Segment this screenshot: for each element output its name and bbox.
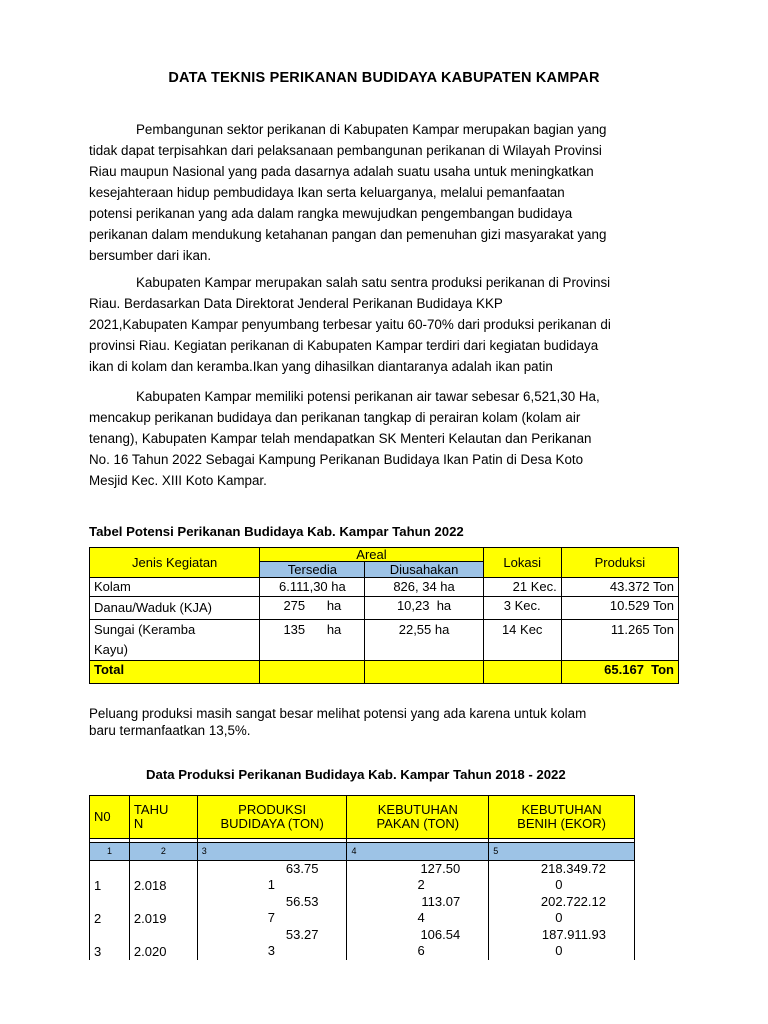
- cell-jenis-line2: Kayu): [94, 642, 128, 657]
- cell-produksi: 10.529 Ton: [561, 597, 678, 620]
- cell-benih: [489, 894, 635, 927]
- total-row: [90, 661, 679, 684]
- cell-jenis: Kolam: [90, 578, 260, 597]
- cell-tersedia: 275 ha: [260, 597, 365, 620]
- table-row: [90, 927, 635, 960]
- header-pakan: [347, 796, 489, 839]
- text-line: 2021,Kabupaten Kampar penyumbang terbesar yaitu 60-70% dari produksi perikanan di: [89, 317, 611, 332]
- cell-value-part2: 0: [555, 910, 563, 925]
- header-produksi-line2: BUDIDAYA (TON): [220, 816, 324, 831]
- text-line: baru termanfaatkan 13,5%.: [89, 723, 251, 738]
- header-tahun-line2: N: [133, 816, 144, 831]
- cell-value-part2: 7: [267, 910, 276, 925]
- cell-pakan: [347, 861, 489, 895]
- text-line: perikanan dalam mendukung ketahanan pangan dan pemenuhan gizi masyarakat yang: [89, 227, 607, 242]
- text-line: mencakup perikanan budidaya dan perikanan tangkap di perairan kolam (kolam air: [89, 410, 581, 425]
- text-line: Mesjid Kec. XIII Koto Kampar.: [89, 473, 267, 488]
- header-tahun-line1: TAHU: [133, 802, 169, 817]
- cell-lokasi: 21 Kec.: [483, 578, 561, 597]
- header-areal: Areal: [260, 548, 483, 562]
- text-line: No. 16 Tahun 2022 Sebagai Kampung Perikanan Budidaya Ikan Patin di Desa Koto: [89, 452, 584, 467]
- paragraph-intro: [89, 119, 689, 266]
- table1-caption: Tabel Potensi Perikanan Budidaya Kab. Kampar Tahun 2022: [89, 524, 464, 539]
- cell-value-part2: 6: [417, 943, 425, 958]
- total-empty: [365, 661, 483, 684]
- text-line: Peluang produksi masih sangat besar melihat potensi yang ada karena untuk kolam: [89, 706, 587, 721]
- cell-value-part2: 3: [267, 943, 276, 958]
- header-tersedia: Tersedia: [260, 562, 365, 578]
- cell-produksi: 11.265 Ton: [561, 620, 678, 661]
- table-row: [90, 861, 635, 895]
- cell-value-part1: 53.27: [285, 927, 319, 942]
- cell-tahun: 2.019: [129, 894, 197, 927]
- cell-pakan: [347, 927, 489, 960]
- cell-value-part1: 218.349.72: [540, 861, 606, 876]
- header-benih-line2: BENIH (EKOR): [517, 816, 607, 831]
- cell-diusahakan: 10,23 ha: [365, 597, 483, 620]
- total-empty: [483, 661, 561, 684]
- header-produksi: Produksi: [561, 548, 678, 578]
- cell-value-part1: 113.07: [421, 894, 461, 909]
- cell-benih: [489, 861, 635, 895]
- cell-diusahakan: 826, 34 ha: [365, 578, 483, 597]
- index-cell: 4: [347, 843, 489, 861]
- cell-jenis: Danau/Waduk (KJA): [90, 597, 260, 620]
- total-empty: [260, 661, 365, 684]
- text-line: tenang), Kabupaten Kampar telah mendapatkan SK Menteri Kelautan dan Perikanan: [89, 431, 592, 446]
- cell-lokasi: 3 Kec.: [483, 597, 561, 620]
- cell-value-part1: 56.53: [285, 894, 319, 909]
- cell-tahun: 2.018: [129, 861, 197, 895]
- cell-value-part1: 127.50: [420, 861, 461, 876]
- potensi-table: [89, 547, 679, 684]
- cell-no: 1: [90, 861, 130, 895]
- text-line: kesejahteraan hidup pembudidaya Ikan serta keluarganya, melalui pemanfaatan: [89, 185, 565, 200]
- cell-value-part1: 202.722.12: [540, 894, 606, 909]
- header-pakan-line2: PAKAN (TON): [376, 816, 460, 831]
- header-no: N0: [90, 796, 130, 839]
- index-cell: 1: [90, 843, 130, 861]
- paragraph-potensi: [89, 386, 689, 491]
- cell-value-part2: 1: [267, 877, 276, 892]
- header-pakan-line1: KEBUTUHAN: [377, 802, 458, 817]
- cell-value-part2: 0: [555, 877, 563, 892]
- header-benih-line1: KEBUTUHAN: [521, 802, 602, 817]
- text-line: bersumber dari ikan.: [89, 248, 212, 263]
- cell-no: 2: [90, 894, 130, 927]
- cell-produksi: [197, 861, 347, 895]
- cell-no: 3: [90, 927, 130, 960]
- cell-pakan: [347, 894, 489, 927]
- header-jenis: Jenis Kegiatan: [90, 548, 260, 578]
- cell-value-part2: 2: [417, 877, 425, 892]
- header-diusahakan: Diusahakan: [365, 562, 483, 578]
- table-row: [90, 578, 679, 597]
- header-lokasi: Lokasi: [483, 548, 561, 578]
- produksi-table: [89, 795, 635, 960]
- header-benih: [489, 796, 635, 839]
- cell-tersedia: 135 ha: [260, 620, 365, 661]
- index-cell: 5: [489, 843, 635, 861]
- header-produksi: [197, 796, 347, 839]
- text-line: Pembangunan sektor perikanan di Kabupaten Kampar merupakan bagian yang: [136, 122, 607, 137]
- cell-tahun: 2.020: [129, 927, 197, 960]
- table-row: [90, 597, 679, 620]
- cell-lokasi: 14 Kec: [483, 620, 561, 661]
- text-line: ikan di kolam dan keramba.Ikan yang dihasilkan diantaranya adalah ikan patin: [89, 359, 553, 374]
- table-row: [90, 894, 635, 927]
- cell-value-part2: 0: [555, 943, 563, 958]
- cell-value-part2: 4: [417, 910, 425, 925]
- header-produksi-line1: PRODUKSI: [238, 802, 307, 817]
- index-cell: 3: [197, 843, 347, 861]
- cell-benih: [489, 927, 635, 960]
- table-row: [90, 620, 679, 661]
- cell-value-part1: 106.54: [420, 927, 461, 942]
- header-tahun: [129, 796, 197, 839]
- text-line: Riau. Berdasarkan Data Direktorat Jenderal Perikanan Budidaya KKP: [89, 296, 503, 311]
- cell-jenis: [90, 620, 260, 661]
- cell-produksi: [197, 927, 347, 960]
- cell-value-part1: 63.75: [285, 861, 319, 876]
- paragraph-peluang: [89, 705, 689, 739]
- text-line: Kabupaten Kampar merupakan salah satu sentra produksi perikanan di Provinsi: [136, 275, 611, 290]
- cell-jenis-line1: Sungai (Keramba: [94, 622, 196, 637]
- cell-produksi: [197, 894, 347, 927]
- page-title: DATA TEKNIS PERIKANAN BUDIDAYA KABUPATEN KAMPAR: [168, 70, 600, 86]
- text-line: Kabupaten Kampar memiliki potensi perikanan air tawar sebesar 6,521,30 Ha,: [136, 389, 600, 404]
- total-label: Total: [90, 661, 260, 684]
- cell-value-part1: 187.911.93: [541, 927, 606, 942]
- index-row: [90, 843, 635, 861]
- text-line: Riau maupun Nasional yang pada dasarnya adalah suatu usaha untuk meningkatkan: [89, 164, 594, 179]
- text-line: tidak dapat terpisahkan dari pelaksanaan pembangunan perikanan di Wilayah Provinsi: [89, 143, 602, 158]
- table2-caption: Data Produksi Perikanan Budidaya Kab. Kampar Tahun 2018 - 2022: [146, 767, 566, 782]
- cell-produksi: 43.372 Ton: [561, 578, 678, 597]
- paragraph-kampar: [89, 272, 689, 377]
- cell-diusahakan: 22,55 ha: [365, 620, 483, 661]
- total-value: 65.167 Ton: [561, 661, 678, 684]
- cell-tersedia: 6.111,30 ha: [260, 578, 365, 597]
- text-line: potensi perikanan yang ada dalam rangka mewujudkan pengembangan budidaya: [89, 206, 573, 221]
- text-line: provinsi Riau. Kegiatan perikanan di Kabupaten Kampar terdiri dari kegiatan budidaya: [89, 338, 599, 353]
- index-cell: 2: [129, 843, 197, 861]
